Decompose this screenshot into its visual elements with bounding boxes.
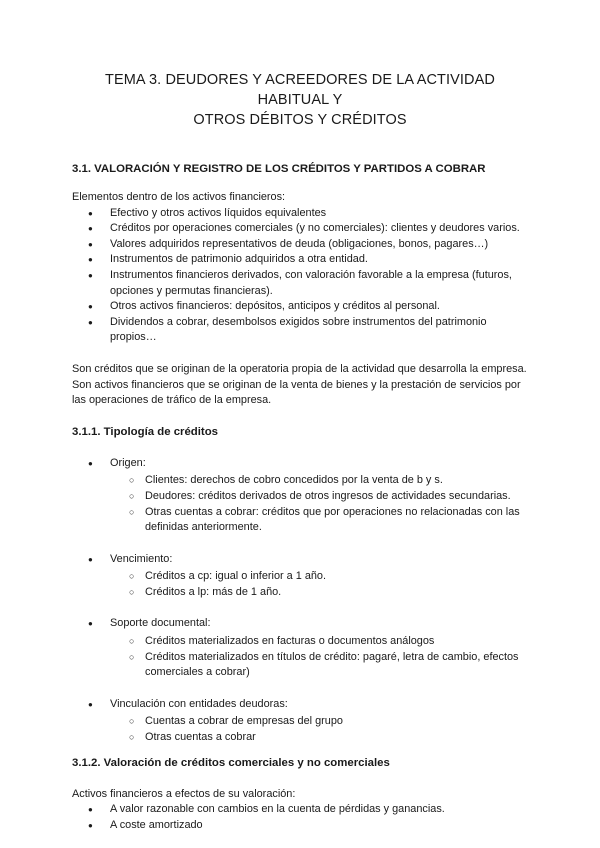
section-3-1-2-intro: Activos financieros a efectos de su valoración: — [72, 787, 296, 800]
list-item: ● Otros activos financieros: depósitos, anticipos y créditos al personal. — [72, 299, 528, 315]
list-item: ● Créditos por operaciones comerciales (y no comerciales): clientes y deudores varios. — [72, 221, 528, 237]
group-label-origin: ● Origen: ○ Clientes: derechos de cobro concedidos por la venta de b y s. ○ Deudores: créditos derivados de otros ingresos de actividades secundarias. ○ Otras cuentas a cobrar: créditos que por operaciones no relacionadas con las definidas anteriormente. — [72, 456, 528, 536]
list-item: ○ Créditos a lp: más de 1 año. — [110, 585, 528, 601]
group-label-entities: ● Vinculación con entidades deudoras: ○ Cuentas a cobrar de empresas del grupo ○ Otras cuentas a cobrar — [72, 697, 528, 746]
list-item: ○ Clientes: derechos de cobro concedidos por la venta de b y s. — [110, 473, 528, 489]
list-item: ● Valores adquiridos representativos de deuda (obligaciones, bonos, pagares…) — [72, 237, 528, 253]
title-line-2: OTROS DÉBITOS Y CRÉDITOS — [193, 112, 407, 128]
section-3-1-2-heading: 3.1.2. Valoración de créditos comerciales y no comerciales — [72, 756, 390, 769]
credit-type-group-document — [72, 616, 528, 680]
list-item: ○ Créditos materializados en facturas o documentos análogos — [110, 634, 528, 650]
group-label-maturity: ● Vencimiento: ○ Créditos a cp: igual o inferior a 1 año. ○ Créditos a lp: más de 1 año. — [72, 552, 528, 601]
list-item: ● A coste amortizado — [72, 818, 528, 834]
list-item: ○ Cuentas a cobrar de empresas del grupo — [110, 714, 528, 730]
credit-type-group-entities — [72, 697, 528, 746]
credit-type-group-maturity — [72, 552, 528, 601]
origin-sublist — [110, 473, 528, 535]
list-item: ● Instrumentos de patrimonio adquiridos a otra entidad. — [72, 252, 528, 268]
title-line-1: TEMA 3. DEUDORES Y ACREEDORES DE LA ACTIVIDAD HABITUAL Y — [105, 72, 495, 108]
financial-assets-list — [72, 206, 528, 346]
list-item: ● Dividendos a cobrar, desembolsos exigidos sobre instrumentos del patrimonio propios… — [72, 315, 528, 346]
list-item: ● Instrumentos financieros derivados, con valoración favorable a la empresa (futuros, opciones y permutas financieras). — [72, 268, 528, 299]
list-item: ○ Otras cuentas a cobrar — [110, 730, 528, 746]
list-item: ○ Créditos a cp: igual o inferior a 1 año. — [110, 569, 528, 585]
entities-sublist — [110, 714, 528, 745]
list-item: ● Efectivo y otros activos líquidos equivalentes — [72, 206, 528, 222]
maturity-sublist — [110, 569, 528, 600]
group-label-document: ● Soporte documental: ○ Créditos materializados en facturas o documentos análogos ○ Créditos materializados en títulos de crédito: pagaré, letra de cambio, efectos comerciales a cobrar) — [72, 616, 528, 680]
document-title — [72, 70, 528, 130]
list-item: ○ Créditos materializados en títulos de crédito: pagaré, letra de cambio, efectos comerciales a cobrar) — [110, 650, 528, 681]
list-item: ● A valor razonable con cambios en la cuenta de pérdidas y ganancias. — [72, 802, 528, 818]
section-3-1-paragraph: Son créditos que se originan de la operatoria propia de la actividad que desarrolla la empresa. Son activos financieros que se originan de la venta de bienes y la prestación de servicios por las operaciones de tráfico de la empresa. — [72, 362, 527, 407]
section-3-1-heading: 3.1. VALORACIÓN Y REGISTRO DE LOS CRÉDITOS Y PARTIDOS A COBRAR — [72, 163, 486, 175]
valuation-list — [72, 802, 528, 833]
document-sublist — [110, 634, 528, 681]
list-item: ○ Deudores: créditos derivados de otros ingresos de actividades secundarias. — [110, 489, 528, 505]
section-3-1-1-heading: 3.1.1. Tipología de créditos — [72, 425, 219, 438]
section-3-1-intro: Elementos dentro de los activos financieros: — [72, 191, 286, 203]
credit-type-group-origin — [72, 456, 528, 536]
list-item: ○ Otras cuentas a cobrar: créditos que por operaciones no relacionadas con las definidas anteriormente. — [110, 505, 528, 536]
